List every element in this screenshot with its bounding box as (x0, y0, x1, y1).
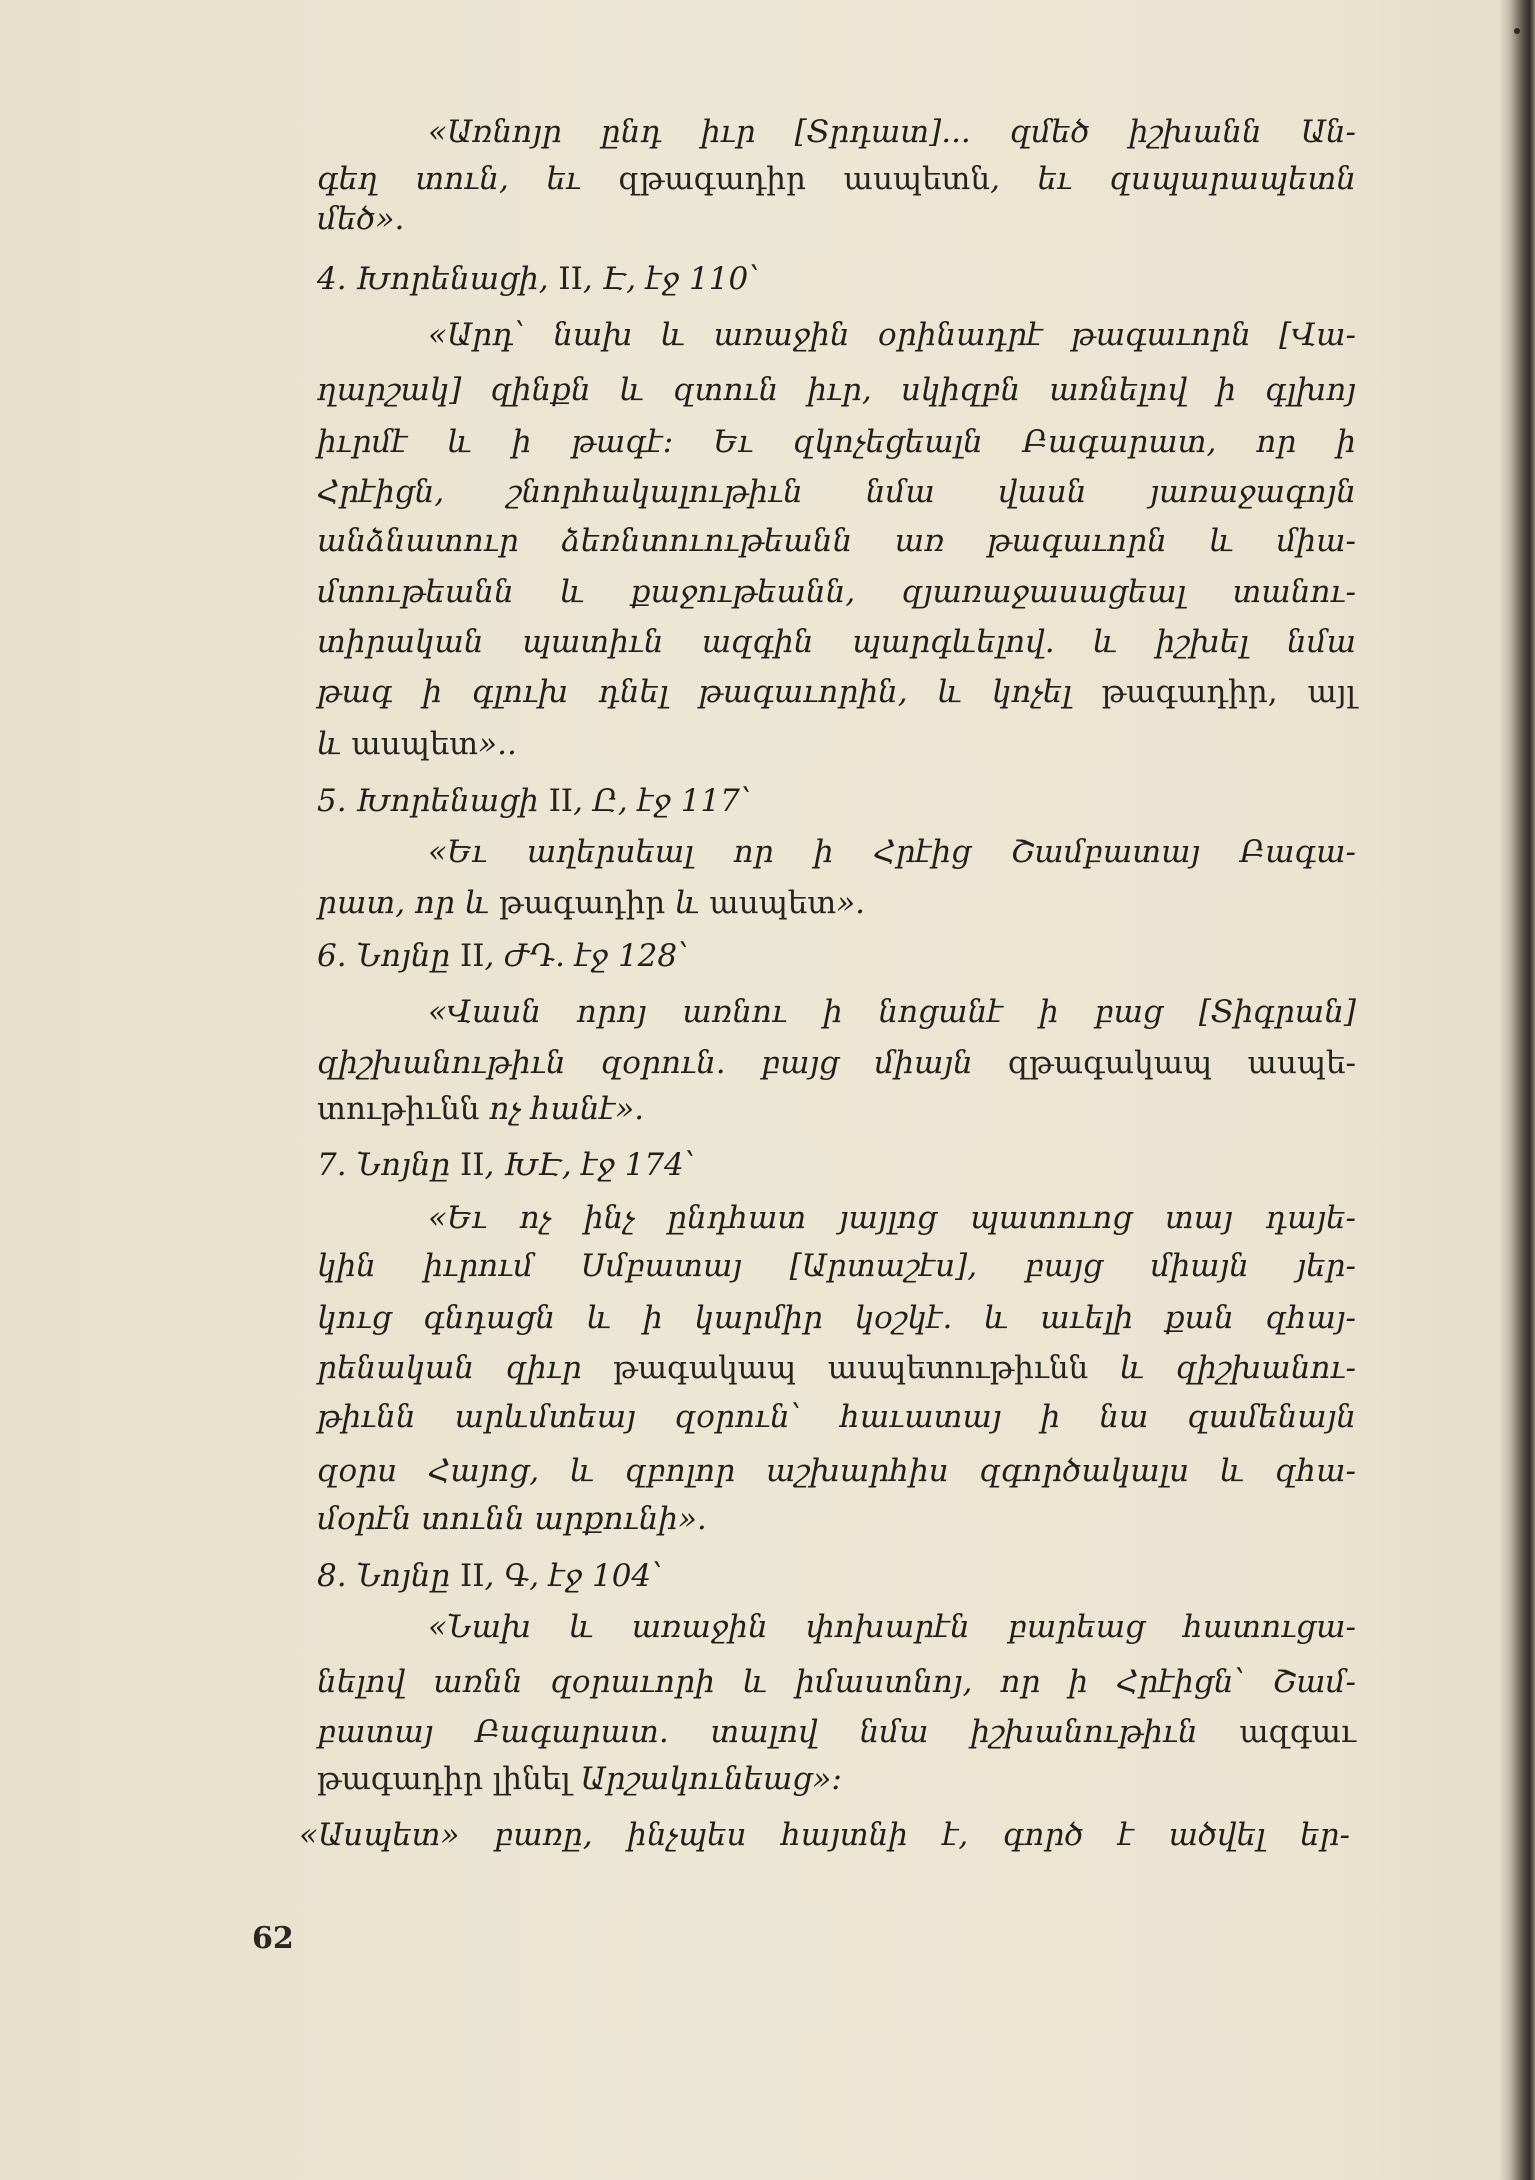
quote-line: «Արդ՝ նախ և առաջին օրինադրէ թագաւորն [Վա- (428, 317, 1356, 353)
paragraph-line: «Ասպետ» բառը, ինչպես հայտնի է, գործ է ածվել եր- (299, 1817, 1350, 1853)
binding-shadow (1499, 0, 1535, 2180)
chapter-numeral: II (460, 1558, 485, 1594)
upright-segment: թագադիր (499, 885, 666, 921)
quote-line: նելով առնն զօրաւորի և իմաստնոյ, որ ի Հրէիցն՝ Շամ- (317, 1664, 1356, 1700)
quote-line: «Նախ և առաջին փոխարէն բարեաց հատուցա- (428, 1609, 1356, 1645)
text-segment: ոչ հանէ». (479, 1091, 645, 1127)
upright-segment: զթագադիր ասպետն (618, 161, 991, 197)
citation-reference (317, 779, 1356, 823)
quote-line: «Առնոյր ընդ իւր [Տրդատ]... զմեծ իշխանն Ան- (428, 114, 1356, 150)
upright-segment: ասպետ (351, 726, 479, 762)
citation-reference (317, 257, 1356, 301)
text-segment: գեղ տուն, եւ (317, 161, 619, 197)
reference-text: 6. Նոյնը (317, 938, 461, 974)
quote-line: կուց գնդացն և ի կարմիր կօշկէ. և աւելի քան զհայ- (317, 1300, 1356, 1336)
quote-line (317, 1757, 1356, 1801)
text-segment: ». (836, 885, 866, 921)
text-segment: և զիշխանու- (1088, 1350, 1356, 1386)
text-segment: ».. (478, 726, 517, 762)
quote-line: «Վասն որոյ առնու ի նոցանէ ի բաց [Տիգրան] (428, 994, 1356, 1030)
quote-line: Հրէիցն, շնորհակալութիւն նմա վասն յառաջագոյն (317, 474, 1356, 510)
reference-text: 8. Նոյնը (317, 1558, 461, 1594)
upright-segment: թագակապ ասպետութիւնն (613, 1350, 1089, 1386)
reference-text: , Է, էջ 110՝ (582, 261, 760, 297)
quote-line: թիւնն արևմտեայ զօրուն՝ հաւատայ ի նա զամենայն (317, 1399, 1356, 1435)
text-segment: րատ, որ և (317, 885, 500, 921)
quote-line: զօրս Հայոց, և զբոլոր աշխարհիս զգործակալս և զհա- (317, 1453, 1356, 1489)
quote-line (317, 881, 1356, 925)
quote-line (317, 1041, 1356, 1085)
chapter-numeral: II (460, 1147, 485, 1183)
quote-line: տիրական պատիւն ազգին պարգևելով. և իշխել նմա (317, 624, 1356, 660)
text-segment: րենական զիւր (317, 1350, 614, 1386)
text-segment: , եւ զսպարապետն (990, 161, 1356, 197)
quote-line (317, 1087, 1356, 1131)
upright-segment: ազգաւ (1239, 1714, 1356, 1750)
quote-line (317, 1346, 1356, 1390)
quote-line: մեծ». (317, 201, 405, 237)
upright-segment: թագադիր լինել (317, 1761, 571, 1797)
quote-line: իւրմէ և ի թագէ։ Եւ զկոչեցեալն Բագարատ, որ ի (317, 424, 1356, 460)
text-segment: բատայ Բագարատ. տալով նմա իշխանութիւն (317, 1714, 1240, 1750)
ink-speck (1514, 28, 1520, 34)
citation-reference (317, 1554, 1356, 1598)
reference-text: , Գ, էջ 104՝ (484, 1558, 663, 1594)
quote-line (317, 1710, 1356, 1754)
citation-reference (317, 1143, 1356, 1187)
reference-text: , Ը, էջ 117՝ (573, 783, 752, 819)
quote-line (317, 157, 1356, 201)
chapter-numeral: II (460, 938, 485, 974)
text-segment: և (665, 885, 710, 921)
citation-reference (317, 934, 1356, 978)
text-segment: Արշակունեաց»։ (570, 1761, 842, 1797)
text-segment: զիշխանութիւն զօրուն. բայց միայն (317, 1045, 1008, 1081)
upright-segment: տութիւնն (317, 1091, 480, 1127)
quote-line: անձնատուր ձեռնտուութեանն առ թագաւորն և միա- (317, 523, 1356, 559)
quote-line (317, 670, 1356, 714)
quote-line: մօրէն տունն արքունի». (317, 1501, 707, 1537)
quote-line: մտութեանն և քաջութեանն, զյառաջասացեալ տանու- (317, 574, 1356, 610)
text-segment: և (317, 726, 352, 762)
upright-segment: զթագակապ ասպե- (1007, 1045, 1356, 1081)
upright-segment: ասպետ (709, 885, 837, 921)
page-number: 62 (252, 1921, 294, 1956)
quote-line (317, 722, 1356, 766)
quote-line: ղարշակ] զինքն և զտուն իւր, սկիզբն առնելով ի գլխոյ (317, 372, 1356, 408)
text-segment: թագ ի գլուխ դնել թագաւորին, և կոչել (317, 674, 1102, 710)
quote-line: «Եւ աղերսեալ որ ի Հրէից Շամբատայ Բագա- (428, 834, 1356, 870)
reference-text: 7. Նոյնը (317, 1147, 461, 1183)
quote-line: «Եւ ոչ ինչ ընդհատ յայլոց պատուոց տայ դայե- (428, 1200, 1356, 1236)
reference-text: 5. Խորենացի (317, 783, 549, 819)
upright-segment: թագադիր, այլ (1101, 674, 1356, 710)
reference-text: 4. Խորենացի, (317, 261, 559, 297)
reference-text: , ԽԷ, էջ 174՝ (484, 1147, 696, 1183)
chapter-numeral: II (548, 783, 574, 819)
quote-line: կին իւրում Սմբատայ [Արտաշէս], բայց միայն յեր- (317, 1248, 1356, 1284)
reference-text: , ԺԴ. էջ 128՝ (484, 938, 689, 974)
chapter-numeral: II (558, 261, 583, 297)
